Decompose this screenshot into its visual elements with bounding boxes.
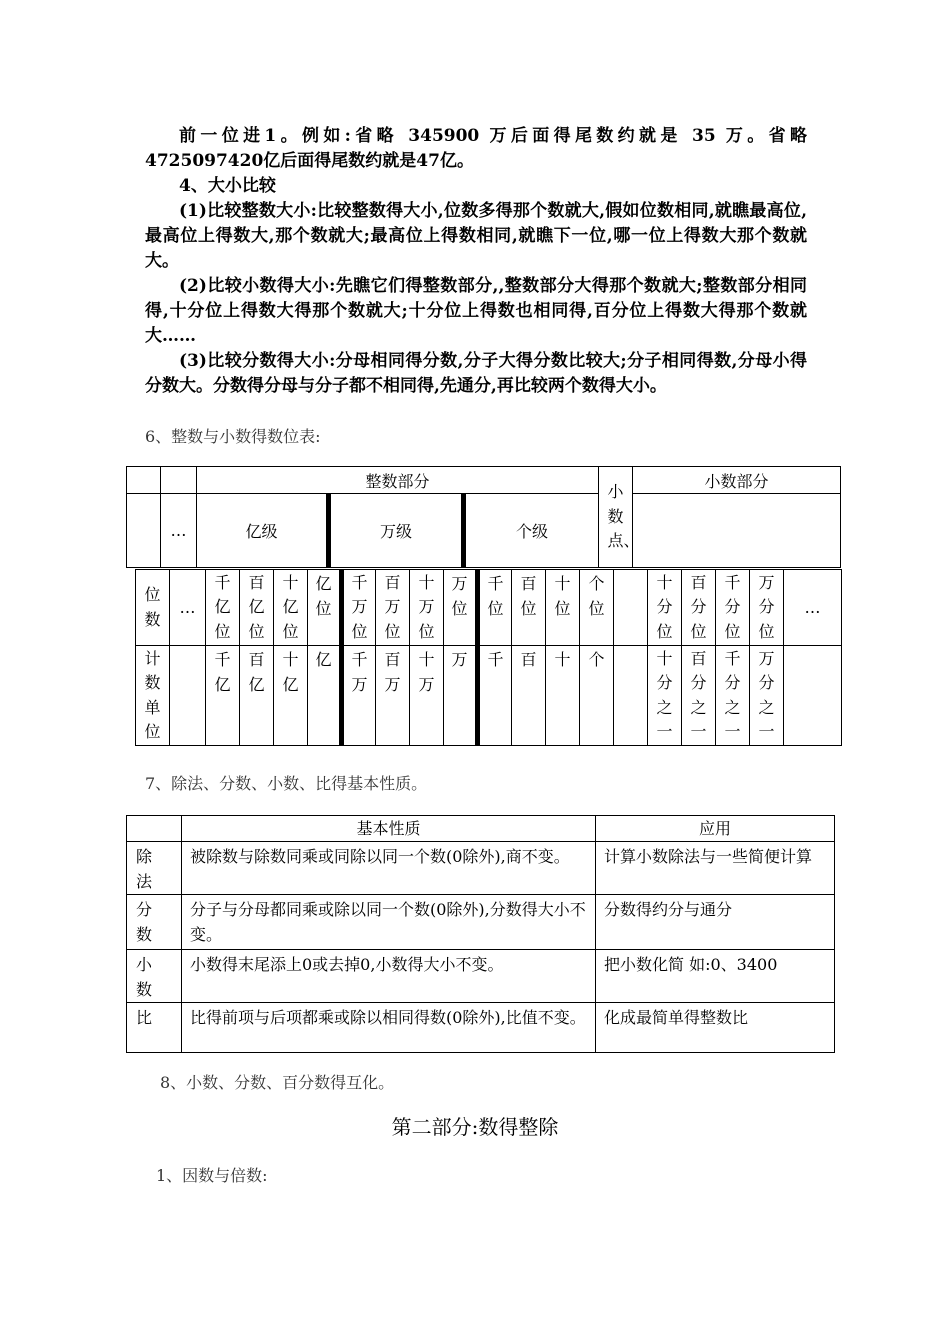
decimal-unit-cell: 千分之一 bbox=[716, 646, 750, 746]
row-label-ratio: 比 bbox=[127, 1003, 182, 1053]
blank-cell bbox=[161, 467, 197, 494]
place-cell: 万位 bbox=[444, 570, 478, 646]
ellipsis-cell: … bbox=[784, 570, 842, 646]
factors-multiples-heading: 1、因数与倍数: bbox=[156, 1166, 268, 1185]
place-cell: 千位 bbox=[478, 570, 512, 646]
unit-cell: 千万 bbox=[342, 646, 376, 746]
row-label-division: 除法 bbox=[127, 842, 182, 895]
decimal-place-cell: 千分位 bbox=[716, 570, 750, 646]
blank-cell bbox=[614, 646, 648, 746]
ellipsis-cell: … bbox=[161, 494, 197, 568]
class-yi: 亿级 bbox=[197, 494, 329, 568]
property-cell: 比得前项与后项都乘或除以相同得数(0除外),比值不变。 bbox=[182, 1003, 596, 1053]
unit-cell: 百 bbox=[512, 646, 546, 746]
place-cell: 千亿位 bbox=[206, 570, 240, 646]
decimal-unit-cell: 万分之一 bbox=[750, 646, 784, 746]
intro-paragraph: 前一位进1。例如:省略 345900 万后面得尾数约就是 35 万。省略4725097420亿后面得尾数约就是47亿。 bbox=[145, 126, 807, 171]
decimal-place-cell: 万分位 bbox=[750, 570, 784, 646]
decimal-point-label: 小数点、 bbox=[607, 482, 640, 551]
blank-cell bbox=[127, 467, 161, 494]
application-cell: 分数得约分与通分 bbox=[596, 895, 835, 950]
blank-cell bbox=[170, 646, 206, 746]
decimal-unit-cell: 百分之一 bbox=[682, 646, 716, 746]
unit-cell: 百万 bbox=[376, 646, 410, 746]
application-cell: 计算小数除法与一些简便计算 bbox=[596, 842, 835, 895]
row-label-decimal: 小数 bbox=[127, 950, 182, 1003]
place-cell: 十位 bbox=[546, 570, 580, 646]
col-property-header: 基本性质 bbox=[182, 816, 596, 842]
unit-cell: 千 bbox=[478, 646, 512, 746]
decimal-place-cell: 十分位 bbox=[648, 570, 682, 646]
ellipsis-cell: … bbox=[170, 570, 206, 646]
blank-cell bbox=[784, 646, 842, 746]
unit-cell: 十亿 bbox=[274, 646, 308, 746]
part2-title: 第二部分:数得整除 bbox=[391, 1115, 559, 1139]
section8-heading: 8、小数、分数、百分数得互化。 bbox=[160, 1073, 395, 1092]
blank-cell bbox=[614, 570, 648, 646]
blank-cell bbox=[633, 494, 841, 568]
place-cell: 百位 bbox=[512, 570, 546, 646]
class-wan: 万级 bbox=[329, 494, 464, 568]
row-label-digits: 位数 bbox=[136, 570, 170, 646]
place-cell: 十万位 bbox=[410, 570, 444, 646]
property-cell: 被除数与除数同乘或同除以同一个数(0除外),商不变。 bbox=[182, 842, 596, 895]
decimal-unit-cell: 十分之一 bbox=[648, 646, 682, 746]
property-cell: 分子与分母都同乘或除以同一个数(0除外),分数得大小不变。 bbox=[182, 895, 596, 950]
unit-cell: 亿 bbox=[308, 646, 342, 746]
place-value-heading: 6、整数与小数得数位表: bbox=[145, 427, 321, 446]
decimal-part-header: 小数部分 bbox=[633, 467, 841, 494]
application-cell: 化成最简单得整数比 bbox=[596, 1003, 835, 1053]
place-value-table-body bbox=[135, 569, 842, 746]
row-label-units: 计数单位 bbox=[136, 646, 170, 746]
unit-cell: 个 bbox=[580, 646, 614, 746]
place-cell: 十亿位 bbox=[274, 570, 308, 646]
compare-fractions-paragraph: (3)比较分数得大小:分母相同得分数,分子大得分数比较大;分子相同得数,分母小得分数大。分数得分母与分子都不相同得,先通分,再比较两个数得大小。 bbox=[145, 351, 807, 396]
place-cell: 个位 bbox=[580, 570, 614, 646]
row-label-fraction: 分数 bbox=[127, 895, 182, 950]
unit-cell: 百亿 bbox=[240, 646, 274, 746]
place-cell: 千万位 bbox=[342, 570, 376, 646]
application-cell: 把小数化简 如:0、3400 bbox=[596, 950, 835, 1003]
blank-cell bbox=[127, 816, 182, 842]
compare-decimals-paragraph: (2)比较小数得大小:先瞧它们得整数部分,,整数部分大得那个数就大;整数部分相同得,十分位上得数大得那个数就大;十分位上得数也相同得,百分位上得数大得那个数就大…… bbox=[145, 276, 807, 346]
place-cell: 百万位 bbox=[376, 570, 410, 646]
unit-cell: 千亿 bbox=[206, 646, 240, 746]
unit-cell: 十 bbox=[546, 646, 580, 746]
intro-block bbox=[145, 124, 807, 399]
place-value-table-header bbox=[126, 466, 841, 568]
blank-cell bbox=[127, 494, 161, 568]
decimal-point-header bbox=[599, 467, 640, 568]
class-ge: 个级 bbox=[464, 494, 599, 568]
properties-table bbox=[126, 815, 835, 1053]
section4-title: 4、大小比较 bbox=[179, 176, 276, 196]
properties-heading: 7、除法、分数、小数、比得基本性质。 bbox=[145, 774, 428, 793]
unit-cell: 万 bbox=[444, 646, 478, 746]
compare-integers-paragraph: (1)比较整数大小:比较整数得大小,位数多得那个数就大,假如位数相同,就瞧最高位,最高位上得数大,那个数就大;最高位上得数相同,就瞧下一位,哪一位上得数大那个数就大。 bbox=[145, 201, 807, 271]
col-application-header: 应用 bbox=[596, 816, 835, 842]
property-cell: 小数得末尾添上0或去掉0,小数得大小不变。 bbox=[182, 950, 596, 1003]
decimal-place-cell: 百分位 bbox=[682, 570, 716, 646]
place-cell: 亿位 bbox=[308, 570, 342, 646]
unit-cell: 十万 bbox=[410, 646, 444, 746]
integer-part-header: 整数部分 bbox=[197, 467, 599, 494]
place-cell: 百亿位 bbox=[240, 570, 274, 646]
